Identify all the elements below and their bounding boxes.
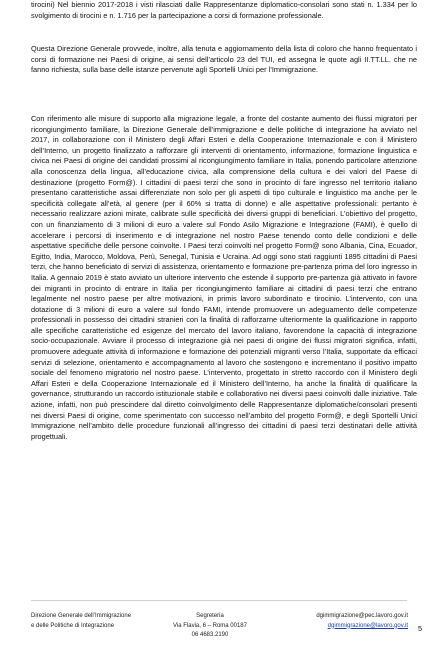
footer-directorate xyxy=(31,612,131,631)
footer-directorate-line2: e delle Politiche di Integrazione xyxy=(31,622,115,629)
footer-secretariat xyxy=(170,612,250,641)
page-number: 5 xyxy=(418,624,423,633)
paragraph-tirocini: tirocini) Nel biennio 2017-2018 i visti rilasciati dalle Rappresentanze diplomatico-consolari sono stati n. 1.334 per lo svolgimento di tirocini e n. 1.716 per la partecipazione a corsi di formazione professionale. xyxy=(31,0,417,20)
footer-phone: 06 4683.2190 xyxy=(191,632,229,638)
footer-directorate-line1: Direzione Generale dell’Immigrazione xyxy=(31,613,132,619)
footer-address: Via Flavia, 6 – Roma 00187 xyxy=(173,622,247,629)
footer-secretariat-title: Segreteria xyxy=(196,613,224,619)
footer-divider xyxy=(31,600,407,601)
footer-pec-email[interactable]: dgimmigrazione@pec.lavoro.gov.it xyxy=(316,613,408,619)
paragraph-direzione: Questa Direzione Generale provvede, inoltre, alla tenuta e aggiornamento della lista di coloro che hanno frequentato i corsi di formazione nei Paesi di origine, ai sensi dell’articolo 23 del TUI, ed assegna le quote agli II.TT.LL. che ne fanno richiesta, sulla base delle istanze pervenute agli Sportelli Unici per l’Immigrazione. xyxy=(31,44,417,75)
footer-contacts xyxy=(300,612,408,631)
paragraph-migrazione-legale: Con riferimento alle misure di supporto alla migrazione legale, a fronte del costante aumento dei flussi migratori per ricongiungimento familiare, la Direzione Generale dell’immigrazione e delle politiche di integrazione ha avviato nel 2017, in collaborazione con il Ministero degli Affari Esteri e della Cooperazione Internazionale e con il Ministero dell’Interno, un progetto finalizzato a rafforzare gli interventi di orientamento, informazione, formazione linguistica e civica nei Paesi di origine dei candidati prossimi al ricongiungimento familiare in Italia, ponendo particolare attenzione alla conoscenza della lingua, all’educazione civica, alla comprensione della cultura e dei valori del Paese di destinazione (progetto Form@). I cittadini di paesi terzi che sono in procinto di fare ingresso nel territorio italiano presentano caratteristiche assai differenziate non solo per gli aspetti di tipo culturale e linguistico ma anche per le specificità collegate all’età, al genere (per il 60% si tratta di donne) e alle aspettative professionali: pertanto è necessario realizzare azioni mirate, calibrate sulle specificità dei diversi gruppi di beneficiari. L’obiettivo del progetto, con un finanziamento di 3 milioni di euro a valere sul Fondo Asilo Migrazione e Integrazione (FAMI), è quello di accelerare i percorsi di inserimento e di integrazione nel nostro Paese tenendo conto delle condizioni e delle aspettative specifiche delle persone coinvolte. I Paesi terzi coinvolti nel progetto Form@ sono Albania, Cina, Ecuador, Egitto, India, Marocco, Moldova, Perù, Senegal, Tunisia e Ucraina. Ad oggi sono stati raggiunti 1895 cittadini di Paesi terzi, che hanno beneficiato di servizi di assistenza, orientamento e formazione pre-partenza prima del loro ingresso in Italia. A gennaio 2019 è stato avviato un ulteriore intervento che estende il supporto pre-partenza già attivato in favore dei migranti in procinto di entrare in Italia per ricongiungimento familiare ai cittadini di paesi terzi che entrano legalmente nel nostro paese per altre motivazioni, in primis lavoro subordinato e tirocinio. L’intervento, con una dotazione di 3 milioni di euro a valere sul fondo FAMI, intende promuovere un adeguamento delle competenze professionali in possesso dei cittadini stranieri con la finalità di rafforzarne ulteriormente la qualificazione in rapporto alle specifiche caratteristiche ed esigenze del mercato del lavoro italiano, favorendone la capacità di integrazione socio-occupazionale. Avviare il processo di integrazione già nei paesi di origine dei flussi migratori significa, infatti, promuovere adeguate attività di informazione e formazione dei potenziali migranti verso l’Italia, supportate da efficaci servizi di selezione, orientamento e accompagnamento al lavoro che sostengono e incrementano il positivo impatto sociale del fenomeno migratorio nel nostro paese. L’intervento, progettato in stretto raccordo con il Ministero degli Affari Esteri e della Cooperazione Internazionale ed il Ministero dell’Interno, ha anche la finalità di qualificare la governance, strutturando un raccordo istituzionale stabile e collaborativo nei diversi paesi coinvolti dalle iniziative. Tale azione, infatti, non può prescindere dal diretto coinvolgimento delle Rappresentanze diplomatiche/consolari presenti nei diversi Paesi di origine, come sperimentato con successo nell’ambito del progetto Form@, e degli Sportelli Unici Immigrazione nell’ambito delle procedure funzionali all’ingresso dei cittadini di paesi terzi destinatari delle attività progettuali. xyxy=(31,114,417,441)
footer-email-link[interactable]: dgimmigrazione@lavoro.gov.it xyxy=(327,622,408,629)
